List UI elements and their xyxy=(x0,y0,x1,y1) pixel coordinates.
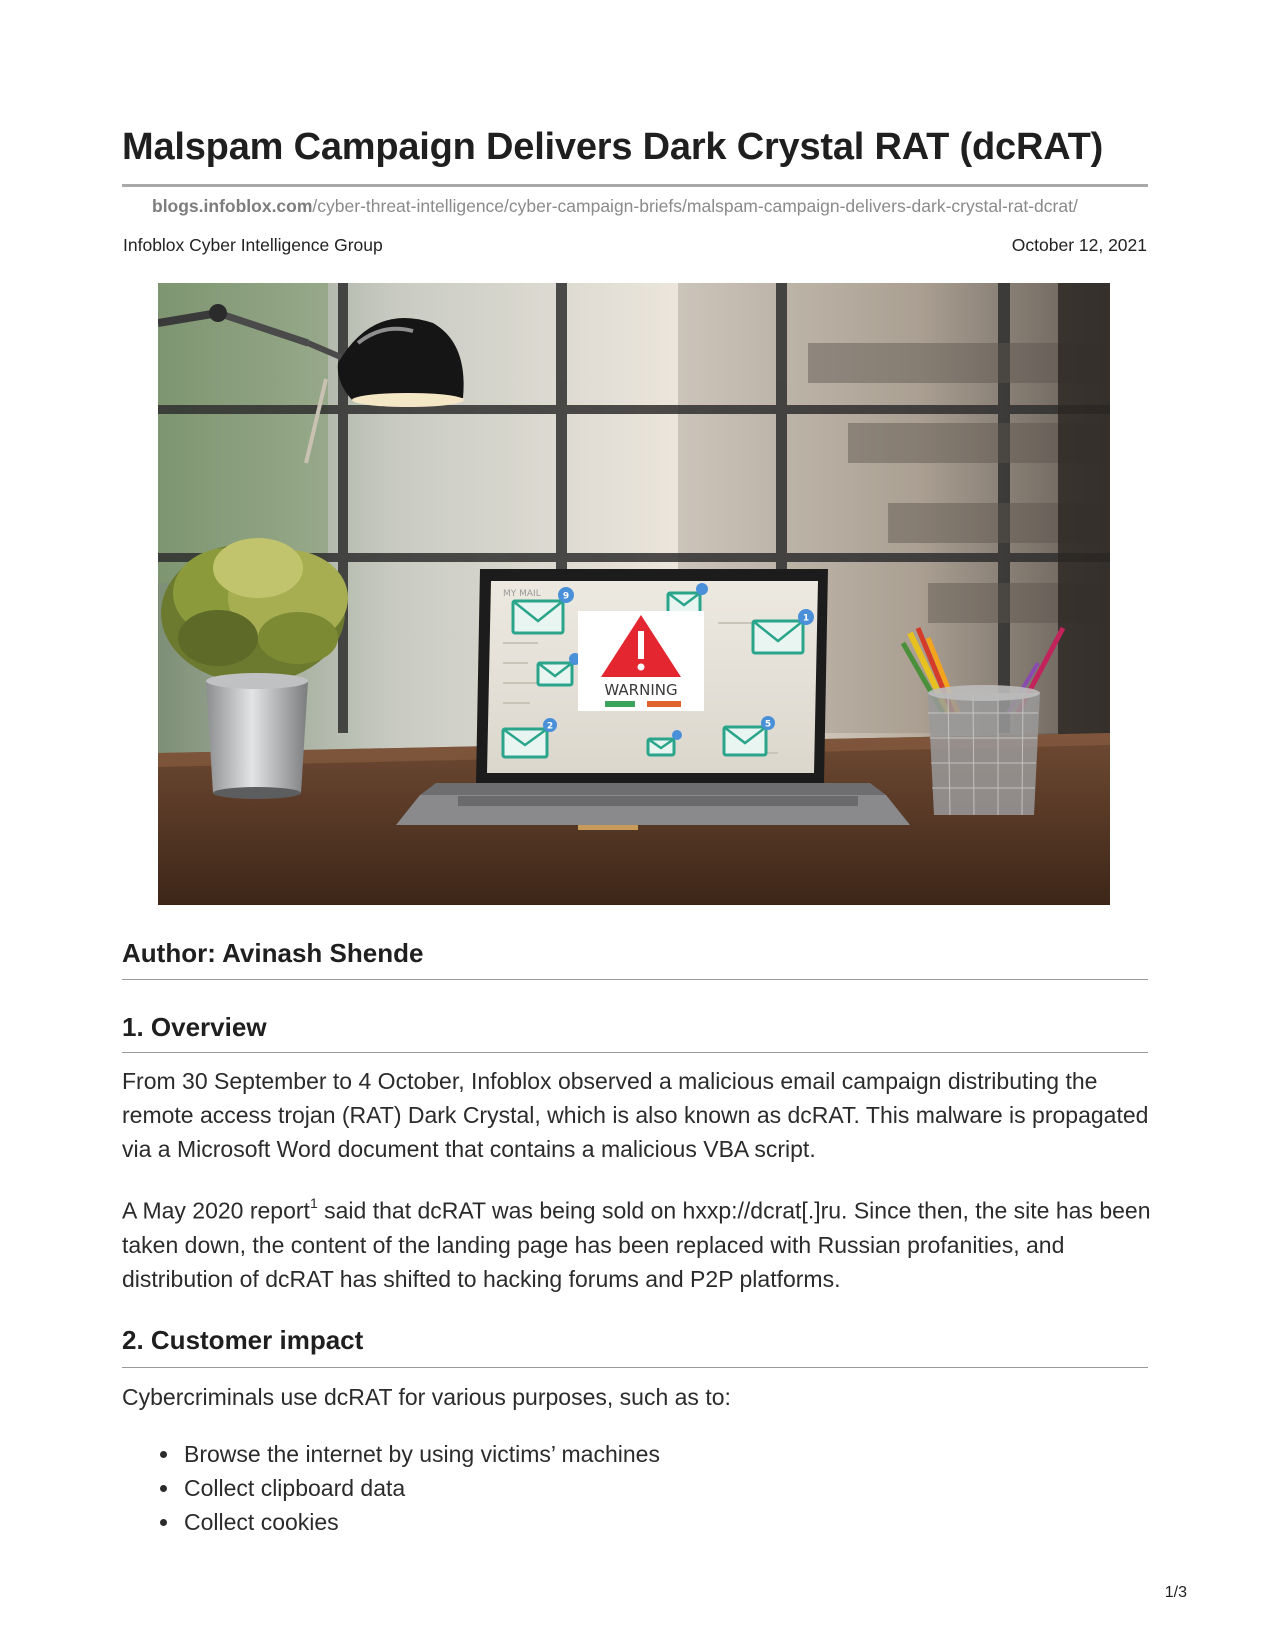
overview-divider xyxy=(122,1052,1148,1053)
title-divider xyxy=(122,184,1148,187)
url-path: /cyber-threat-intelligence/cyber-campaign-briefs/malspam-campaign-delivers-dark-crystal-rat-dcrat/ xyxy=(312,196,1078,216)
bullet-icon xyxy=(160,1485,167,1492)
customer-impact-intro: Cybercriminals use dcRAT for various purposes, such as to: xyxy=(122,1384,731,1410)
publish-date: October 12, 2021 xyxy=(1011,235,1147,255)
mail-header-label: MY MAIL xyxy=(503,589,541,599)
overview-heading: 1. Overview xyxy=(122,1012,267,1042)
hero-image xyxy=(158,283,1110,905)
impact-bullet-list xyxy=(122,1437,660,1539)
page-number: 1/3 xyxy=(1164,1584,1187,1601)
page-title: Malspam Campaign Delivers Dark Crystal RAT (dcRAT) xyxy=(122,126,1104,168)
source-url[interactable] xyxy=(152,196,1078,217)
warning-label: WARNING xyxy=(604,681,678,699)
overview-paragraph-1: From 30 September to 4 October, Infoblox observed a malicious email campaign distributing the remote access trojan (RAT) Dark Crystal, which is also known as dcRAT. This malware is propagated via a Microsoft Word document that contains a malicious VBA script. xyxy=(122,1068,1149,1162)
badge-count: 1 xyxy=(802,613,810,624)
customer-impact-divider xyxy=(122,1367,1148,1368)
list-item: Collect clipboard data xyxy=(122,1471,660,1505)
list-item: Browse the internet by using victims’ machines xyxy=(122,1437,660,1471)
list-item: Collect cookies xyxy=(122,1505,660,1539)
author-divider xyxy=(122,979,1148,980)
bullet-icon xyxy=(160,1519,167,1526)
publisher: Infoblox Cyber Intelligence Group xyxy=(123,235,383,255)
customer-impact-heading: 2. Customer impact xyxy=(122,1325,364,1355)
overview-paragraph-2: A May 2020 report$^1$ said that dcRAT was being sold on hxxp://dcrat[.]ru. Since then, the site has been taken down, the content of the landing page has been replaced with Russian profanities, and distribution of dcRAT has shifted to hacking forums and P2P platforms. xyxy=(122,1195,1151,1292)
bullet-icon xyxy=(160,1451,167,1458)
footnote-ref[interactable]: 1 xyxy=(309,1195,318,1211)
badge-count: 5 xyxy=(764,719,772,730)
url-domain: blogs.infoblox.com xyxy=(152,196,313,216)
author-heading: Author: Avinash Shende xyxy=(122,938,424,968)
badge-count: 9 xyxy=(562,591,570,602)
badge-count: 2 xyxy=(546,721,554,732)
